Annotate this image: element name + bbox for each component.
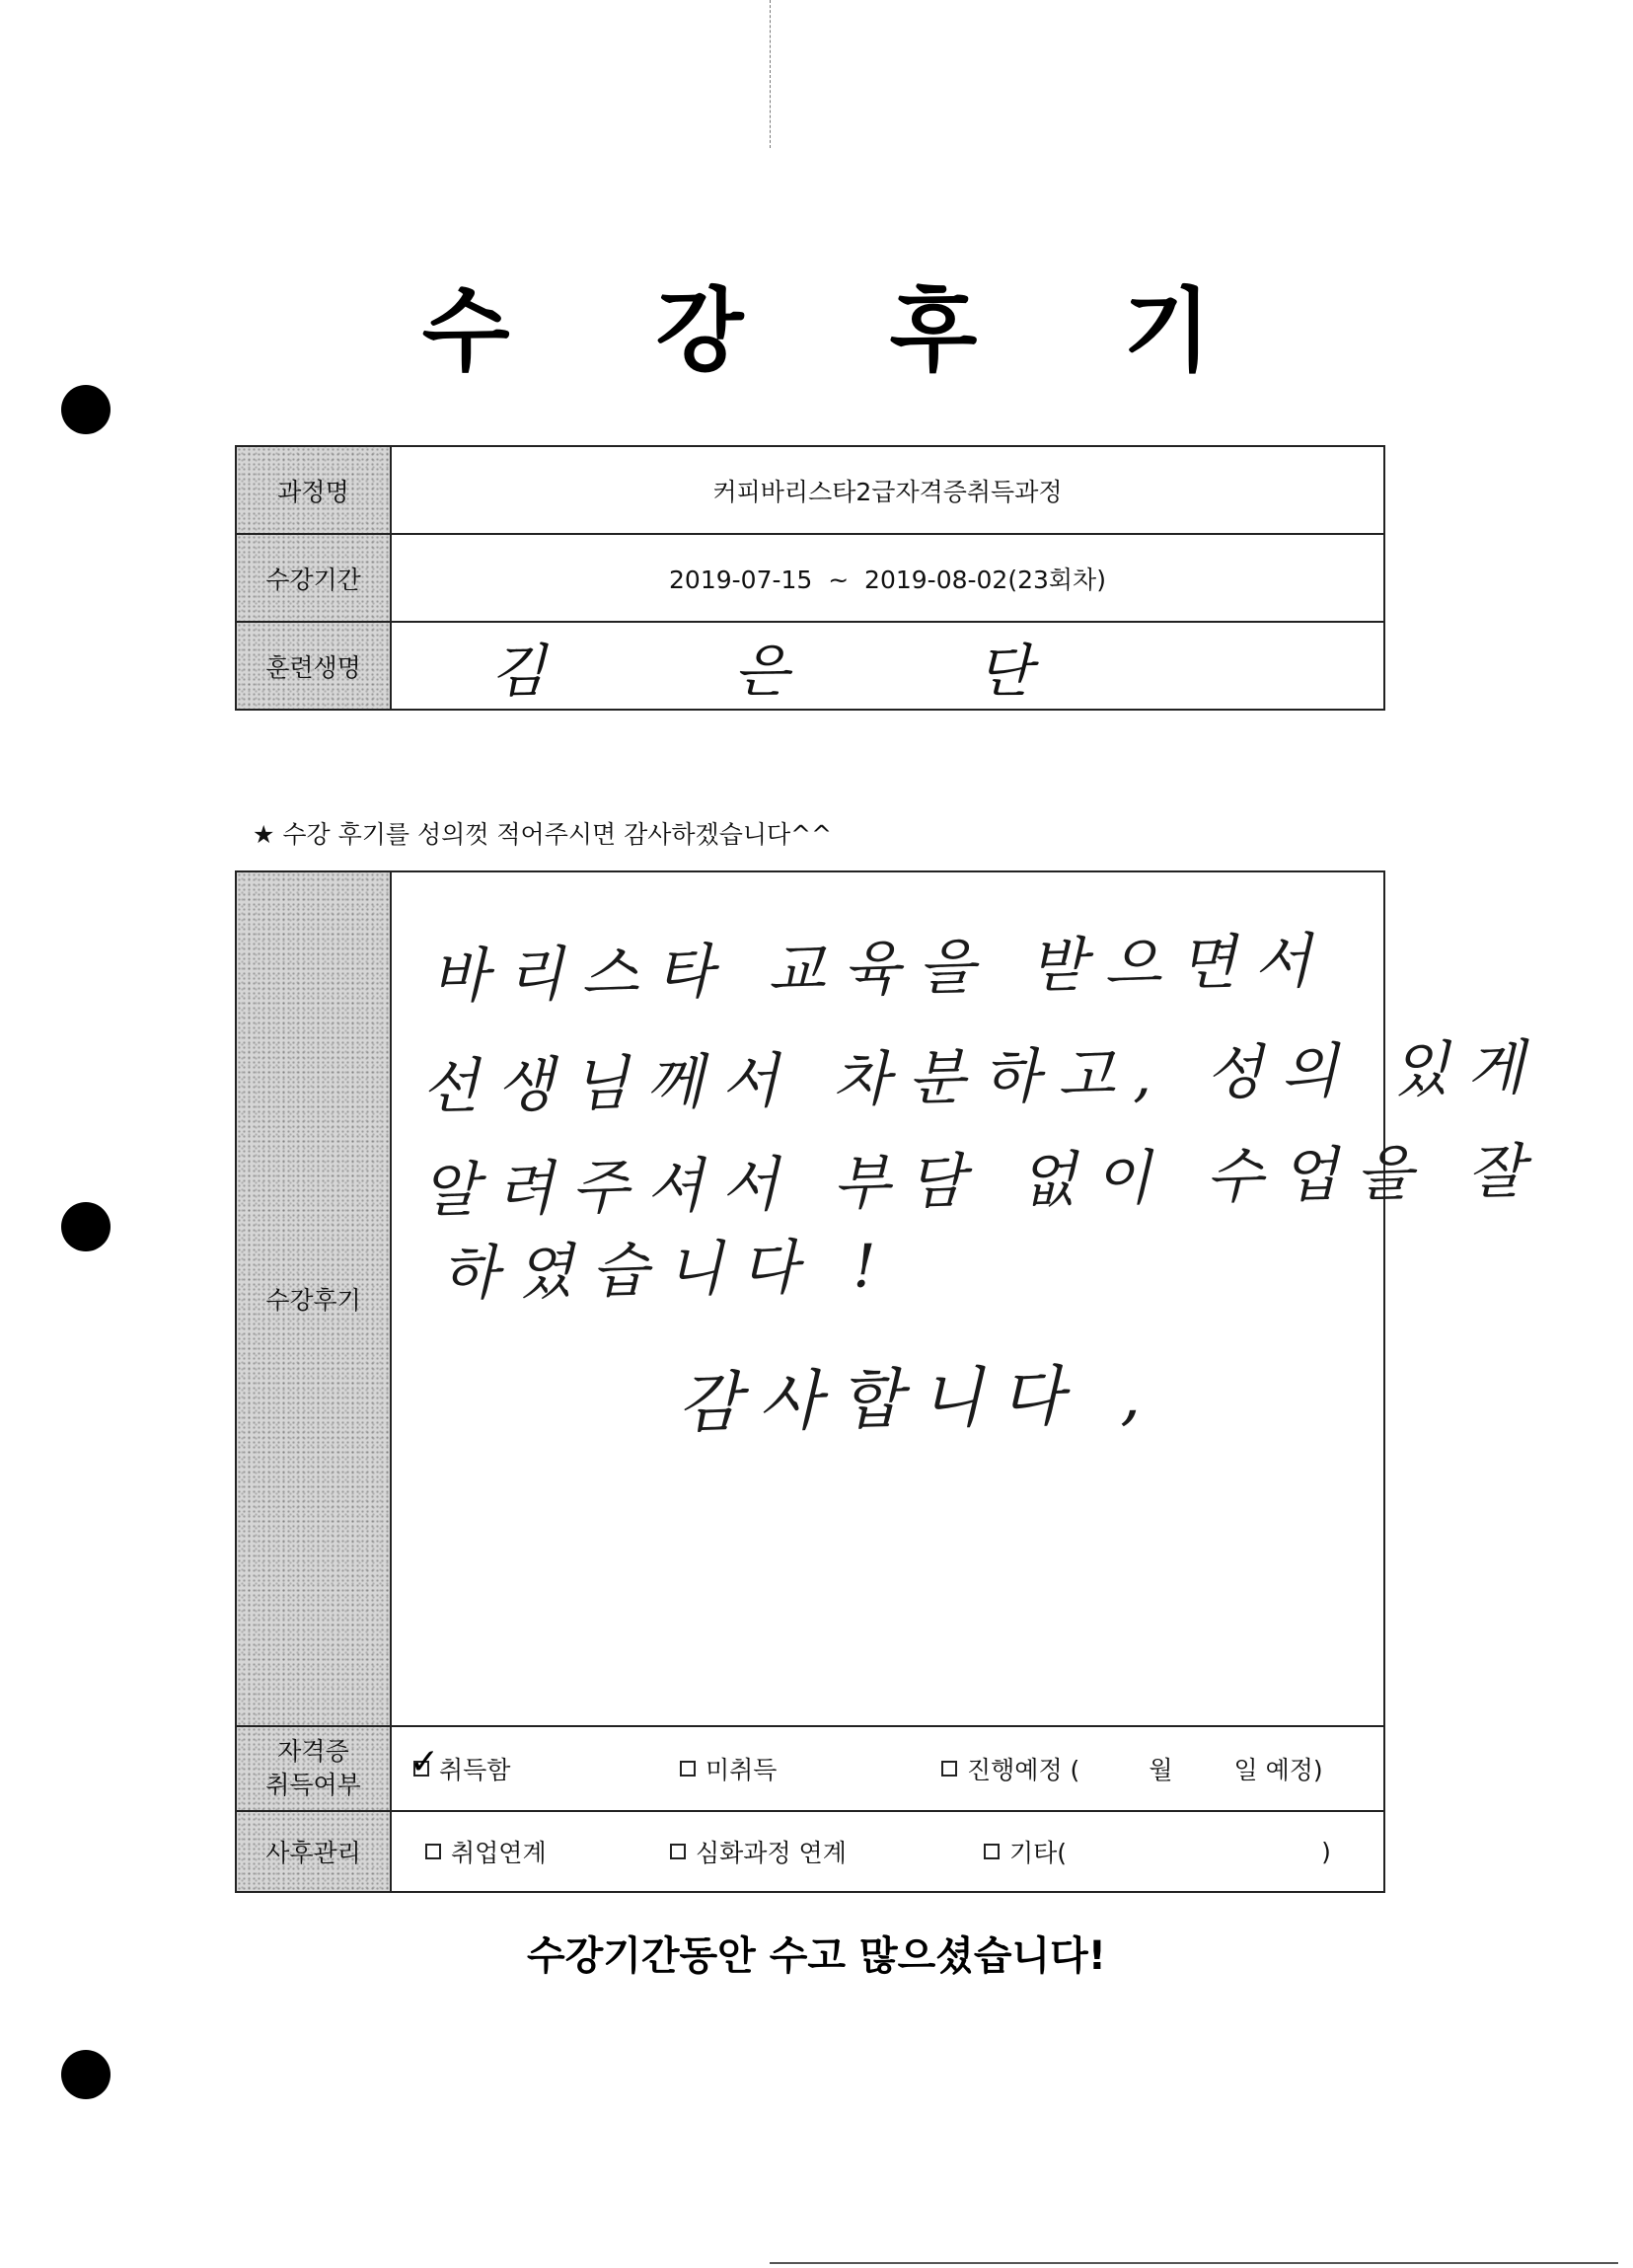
period-label: 수강기간 (236, 534, 391, 622)
aftercare-label: 사후관리 (236, 1811, 391, 1892)
review-table (235, 870, 1543, 1893)
employment-label: 취업연계 (451, 1839, 547, 1867)
aftercare-options (391, 1811, 1384, 1892)
punch-hole (61, 385, 111, 434)
not-obtained-checkbox[interactable] (680, 1761, 696, 1777)
not-obtained-label: 미취득 (705, 1756, 778, 1784)
certification-label-line: 취득여부 (265, 1771, 361, 1799)
advanced-checkbox[interactable] (670, 1844, 686, 1859)
instruction-note: ★ 수강 후기를 성의껏 적어주시면 감사하겠습니다^^ (253, 820, 833, 849)
scheduled-checkbox[interactable] (941, 1761, 957, 1777)
other-close: ) (1321, 1837, 1331, 1866)
other-label: 기타( (1009, 1839, 1068, 1867)
certification-options (391, 1726, 1384, 1811)
period-value (391, 534, 1384, 622)
advanced-label: 심화과정 연계 (696, 1839, 847, 1867)
course-value: 커피바리스타2급자격증취득과정 (391, 446, 1384, 534)
trainee-row (236, 622, 1384, 710)
review-line: 하였습니다 ! (440, 1231, 895, 1309)
fold-line (770, 0, 771, 148)
certification-label-line: 자격증 (277, 1737, 349, 1766)
certification-row (236, 1726, 1384, 1811)
punch-hole (61, 2050, 111, 2099)
review-line: 감사합니다 , (677, 1356, 1159, 1442)
course-info-table (235, 445, 1385, 711)
course-row (236, 446, 1384, 534)
review-line: 선생님께서 차분하고, 성의 있게 (420, 1033, 1543, 1122)
review-label: 수강후기 (236, 871, 391, 1726)
option-scheduled[interactable] (941, 1751, 1323, 1786)
option-advanced[interactable] (670, 1834, 984, 1869)
option-not-obtained[interactable] (680, 1751, 941, 1786)
option-obtained[interactable] (409, 1742, 680, 1786)
check-icon: ✓ (409, 1742, 440, 1782)
aftercare-row (236, 1811, 1384, 1892)
option-other[interactable] (984, 1834, 1331, 1869)
other-checkbox[interactable] (984, 1844, 1000, 1859)
scheduled-label: 진행예정 ( (967, 1756, 1080, 1784)
obtained-label: 취득함 (439, 1756, 511, 1784)
bottom-rule (770, 2262, 1618, 2264)
review-line: 알려주셔서 부담 없이 수업을 잘 (420, 1137, 1543, 1226)
period-row (236, 534, 1384, 622)
option-employment[interactable] (425, 1834, 670, 1869)
month-unit: 월 (1149, 1756, 1173, 1784)
punch-hole (61, 1202, 111, 1251)
obtained-checkbox[interactable] (409, 1742, 440, 1782)
review-row (236, 871, 1384, 1726)
closing-message: 수강기간동안 수고 많으셨습니다! (526, 1933, 1107, 1979)
review-line: 바리스타 교육을 받으면서 (430, 927, 1330, 1012)
day-unit: 일 예정) (1233, 1756, 1323, 1784)
trainee-handwritten-name: 김 은 단 (490, 637, 1117, 705)
trainee-name-cell (391, 622, 1384, 710)
trainee-label: 훈련생명 (236, 622, 391, 710)
course-label: 과정명 (236, 446, 391, 534)
certification-label (236, 1726, 391, 1811)
document-title: 수 강 후 기 (421, 278, 1269, 384)
employment-checkbox[interactable] (425, 1844, 441, 1859)
period-text: 2019-07-15 ~ 2019-08-02(23회차) (669, 565, 1106, 594)
review-handwriting-area (391, 871, 1543, 1726)
